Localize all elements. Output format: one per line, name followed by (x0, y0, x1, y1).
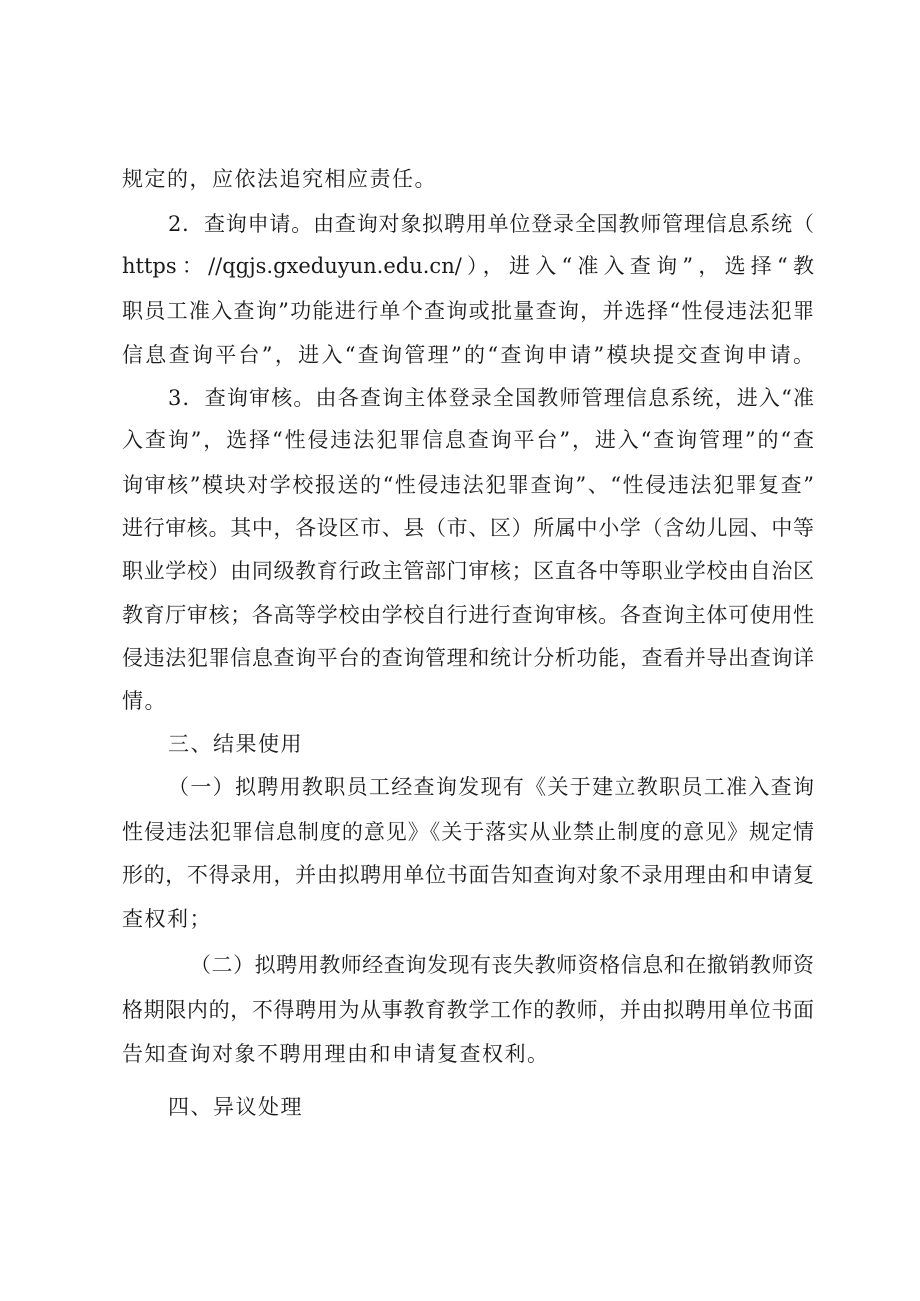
paragraph-line: 询审核”模块对学校报送的“性侵违法犯罪查询”、“性侵违法犯罪复查” (122, 473, 814, 497)
paragraph-line: （一）拟聘用教职员工经查询发现有《关于建立教职员工准入查询 (168, 775, 814, 799)
section-heading: 三、结果使用 (168, 732, 303, 756)
paragraph-line: 2．查询申请。由查询对象拟聘用单位登录全国教师管理信息系统（ (168, 212, 814, 236)
paragraph-line: 教育厅审核；各高等学校由学校自行进行查询审核。各查询主体可使用性 (122, 603, 814, 627)
paragraph-line: （二）拟聘用教师经查询发现有丧失教师资格信息和在撤销教师资 (190, 953, 814, 977)
paragraph-line: 告知查询对象不聘用理由和申请复查权利。 (122, 1042, 550, 1066)
paragraph-line: 形的，不得录用，并由拟聘用单位书面告知查询对象不录用理由和申请复 (122, 863, 814, 887)
paragraph-line: 情。 (122, 689, 167, 713)
paragraph-line: 职业学校）由同级教育行政主管部门审核；区直各中等职业学校由自治区 (122, 559, 814, 583)
section-heading: 四、异议处理 (168, 1095, 303, 1119)
paragraph-line: 信息查询平台”，进入“查询管理”的“查询申请”模块提交查询申请。 (122, 343, 814, 367)
paragraph-line: 3．查询审核。由各查询主体登录全国教师管理信息系统，进入“准 (168, 386, 814, 410)
paragraph-line: 查权利； (122, 907, 212, 931)
paragraph-line: 职员工准入查询”功能进行单个查询或批量查询，并选择“性侵违法犯罪 (122, 299, 814, 323)
paragraph-line: 性侵违法犯罪信息制度的意见》《关于落实从业禁止制度的意见》规定情 (122, 820, 814, 844)
paragraph-line: https：//qgjs.gxeduyun.edu.cn/），进入“准入查询”，选择“教 (122, 254, 814, 278)
paragraph-line: 进行审核。其中，各设区市、县（市、区）所属中小学（含幼儿园、中等 (122, 516, 814, 540)
paragraph-line: 入查询”，选择“性侵违法犯罪信息查询平台”，进入“查询管理”的“查 (122, 428, 814, 452)
paragraph-line: 格期限内的，不得聘用为从事教育教学工作的教师，并由拟聘用单位书面 (122, 998, 814, 1022)
paragraph-line: 侵违法犯罪信息查询平台的查询管理和统计分析功能，查看并导出查询详 (122, 646, 814, 670)
paragraph-line: 规定的，应依法追究相应责任。 (122, 167, 437, 191)
